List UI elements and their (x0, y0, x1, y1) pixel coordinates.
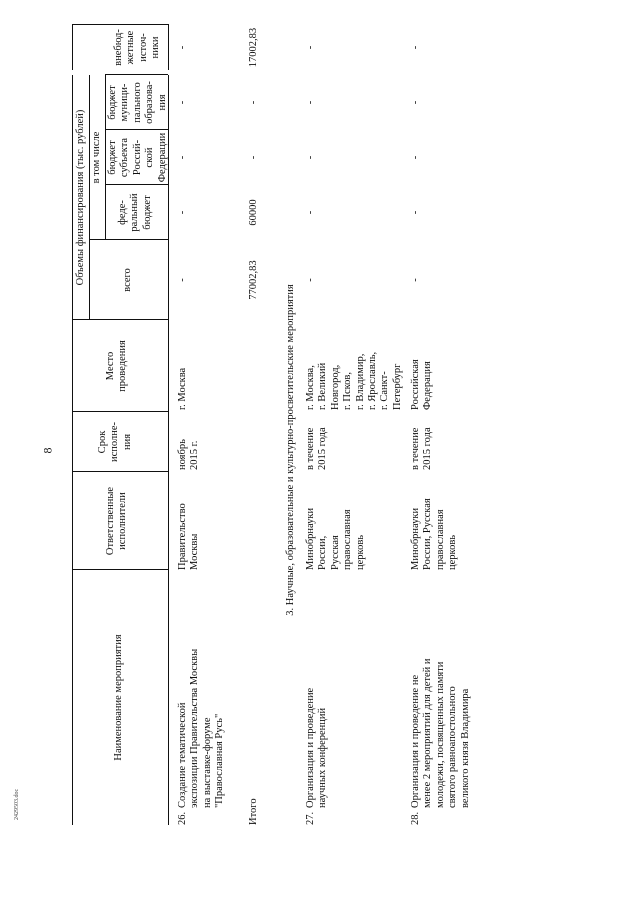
row-28-name: Организация и проведение не менее 2 мероприятий для детей и молодежи, посвященных памяти святого равноапостольного великого князя Владимира (410, 658, 471, 808)
header-extra-budget: внебюд- жетные источ- ники (113, 29, 162, 66)
row-27-name: Организация и проведение научных конференций (305, 687, 329, 808)
row-27-responsible: Минобрнауки России, Русская православная церковь (305, 507, 366, 570)
row-27-municipal: - (305, 100, 316, 105)
row-27-deadline: в течение 2015 года (305, 427, 329, 470)
page-number: 8 (40, 447, 55, 454)
funding-header-divider (89, 75, 90, 320)
row-27-regional: - (305, 155, 316, 160)
row-26-responsible: Правительство Москвы (177, 503, 201, 570)
row-26-total: - (177, 278, 188, 282)
itogo-extra: 17002,83 (248, 27, 259, 68)
row-26-name: Создание тематической экспозиции Правительства Москвы на выставке-форуме "Православная Русь" (177, 648, 226, 808)
row-28-responsible: Минобрнауки России, Русская православная церковь (410, 498, 459, 570)
header-municipal: бюджет муници- пального образова- ния (107, 81, 168, 124)
row-26-extra: - (177, 45, 188, 50)
row-28-regional: - (410, 155, 421, 160)
funding-table (65, 70, 471, 840)
header-including: в том числе (91, 131, 102, 184)
itogo-federal: 60000 (248, 199, 259, 226)
header-federal: феде- ральный бюджет (117, 193, 153, 232)
row-27-place: г. Москва, г. Великий Новгород, г. Псков, г. Владимир, г. Ярославль, г. Санкт- Петербург (305, 351, 403, 410)
row-26-place: г. Москва (177, 367, 188, 410)
extra-header-bottom (168, 24, 169, 70)
extra-budget-column (65, 0, 465, 70)
header-responsible: Ответственные исполнители (105, 486, 129, 556)
header-total: всего (122, 268, 133, 292)
including-divider (105, 75, 106, 240)
row-27-federal: - (305, 210, 316, 215)
header-deadline: Срок исполне- ния (97, 421, 133, 463)
row-26-federal: - (177, 210, 188, 215)
section-3-title: 3. Научные, образовательные и культурно-просветительские мероприятия (285, 284, 296, 616)
row-28-place: Российская Федерация (410, 359, 434, 410)
header-regional: бюджет субъекта Россий- ской Федерации (107, 132, 168, 183)
row-28-deadline: в течение 2015 года (410, 427, 434, 470)
header-bottom-border (168, 75, 169, 825)
itogo-municipal: - (248, 100, 259, 105)
row-28-extra: - (410, 45, 421, 50)
row-26-num: 26. (177, 811, 188, 825)
row-27-total: - (305, 278, 316, 282)
footer-filename: 2429503.doc (14, 788, 20, 820)
row-28-num: 28. (410, 811, 421, 825)
header-place: Место проведения (105, 340, 129, 392)
row-27-extra: - (305, 45, 316, 50)
row-26-deadline: ноябрь 2015 г. (177, 439, 201, 470)
row-28-municipal: - (410, 100, 421, 105)
header-funding: Объемы финансирования (тыс. рублей) (75, 109, 86, 286)
table-top-border (72, 75, 73, 825)
header-name: Наименование мероприятия (113, 634, 124, 761)
extra-top-border (72, 24, 73, 70)
row-26-municipal: - (177, 100, 188, 105)
row-28-federal: - (410, 210, 421, 215)
row-26-regional: - (177, 155, 188, 160)
row-27-num: 27. (305, 811, 316, 825)
itogo-total: 77002,83 (248, 260, 259, 300)
itogo-label: Итого (248, 798, 259, 825)
itogo-regional: - (248, 155, 259, 160)
row-28-total: - (410, 278, 421, 282)
